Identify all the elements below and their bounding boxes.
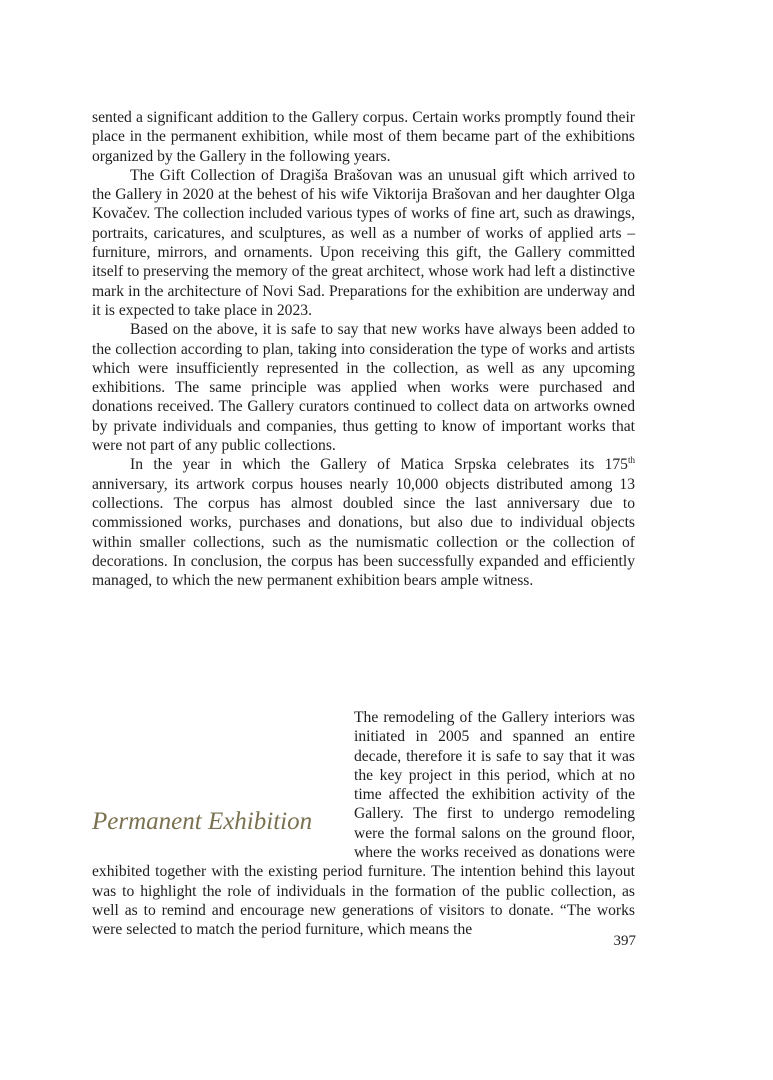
paragraph-anniversary (92, 455, 635, 590)
section-heading: Permanent Exhibition (92, 808, 313, 835)
section-heading-wrapper (92, 785, 354, 847)
paragraph-collection-plan: Based on the above, it is safe to say that new works have always been added to the collection according to plan, taking into consideration the type of works and artists which were insufficiently represented in the collection, as well as any upcoming exhibitions. The same principle was applied when works were purchased and donations received. The Gallery curators continued to collect data on artworks owned by private individuals and companies, thus getting to know of important works that were not part of any public collections. (92, 321, 635, 455)
permanent-exhibition-section (92, 708, 635, 940)
anniversary-text-start: In the year in which the Gallery of Matica Srpska celebrates its 175 (130, 456, 628, 474)
anniversary-text-end: anniversary, its artwork corpus houses nearly 10,000 objects distributed among 13 collections. The corpus has almost doubled since the last anniversary due to commissioned works, purchases and donations, but also due to individual objects within smaller collections, such as the numismatic collection or the collection of decorations. In conclusion, the corpus has been successfully expanded and efficiently managed, to which the new permanent exhibition bears ample witness. (92, 475, 635, 590)
paragraph-continued: sented a significant addition to the Gallery corpus. Certain works promptly found their place in the permanent exhibition, while most of them became part of the exhibitions organized by the Gallery in the following years. (92, 109, 635, 165)
paragraph-brasovan-gift: The Gift Collection of Dragiša Brašovan was an unusual gift which arrived to the Gallery in 2020 at the behest of his wife Viktorija Brašovan and her daughter Olga Kovačev. The collection included various types of works of fine art, such as drawings, portraits, caricatures, and sculptures, as well as a number of works of applied arts – furniture, mirrors, and ornaments. Upon receiving this gift, the Gallery committed itself to preserving the memory of the great architect, whose work had left a distinctive mark in the architecture of Novi Sad. Preparations for the exhibition are underway and it is expected to take place in 2023. (92, 166, 635, 319)
ordinal-superscript: th (627, 455, 635, 466)
paragraph-remodeling: The remodeling of the Gallery interiors was initiated in 2005 and spanned an entire decade, therefore it is safe to say that it was the key project in this period, which at no time affected the exhibition activity of the Gallery. The first to undergo remodeling were the formal salons on the ground floor, where the works received as donations were exhibited together with the existing period furniture. The intention behind this layout was to highlight the role of individuals in the formation of the public collection, as well as to remind and encourage new generations of visitors to donate. “The works were selected to match the period furniture, which means the (92, 709, 635, 939)
body-text-section (92, 108, 635, 590)
page-number: 397 (613, 933, 636, 949)
